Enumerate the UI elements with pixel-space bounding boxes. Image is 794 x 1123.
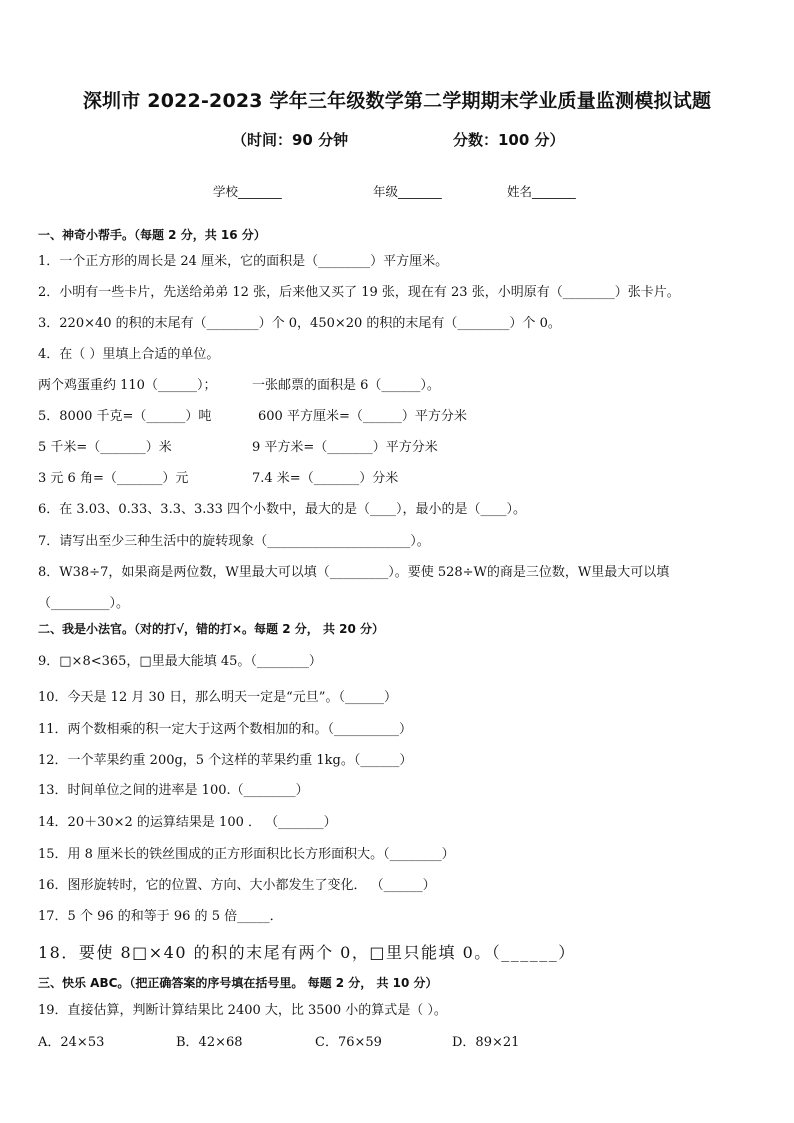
question-4-part-a: 两个鸡蛋重约 110（______）； [38,378,217,393]
question-18: 18．要使 8□×40 的积的末尾有两个 0，□里只能填 0。（______） [38,943,576,962]
name-field: 姓名_______ [507,184,576,199]
question-1: 1．一个正方形的周长是 24 厘米，它的面积是（________）平方厘米。 [38,254,449,269]
question-2: 2．小明有一些卡片，先送给弟弟 12 张，后来他又买了 19 张，现在有 23 张，小明原有（________）张卡片。 [38,285,680,300]
question-9: 9．□×8<365，□里最大能填 45。（________） [38,654,322,669]
option-a: A．24×53 [38,1035,105,1050]
page-title: 深圳市 2022-2023 学年三年级数学第二学期期末学业质量监测模拟试题 [82,90,712,112]
question-4-part-b: 一张邮票的面积是 6（______）。 [252,378,440,393]
question-5-part-d: 9 平方米=（_______）平方分米 [252,440,438,455]
question-19: 19．直接估算，判断计算结果比 2400 大，比 3500 小的算式是（ ）。 [38,1003,447,1018]
question-5-part-c: 5 千米=（_______）米 [38,440,172,455]
question-16: 16．图形旋转时，它的位置、方向、大小都发生了变化． （______） [38,878,436,893]
question-15: 15．用 8 厘米长的铁丝围成的正方形面积比长方形面积大。（________） [38,847,455,862]
option-b: B．42×68 [176,1035,243,1050]
option-c: C．76×59 [315,1035,382,1050]
question-8: 8．W38÷7，如果商是两位数，W里最大可以填（_________）。要使 528÷W的商是三位数，W里最大可以填 [38,565,670,580]
question-12: 12．一个苹果约重 200g，5 个这样的苹果约重 1kg。（______） [38,753,413,768]
question-5-part-e: 3 元 6 角=（_______）元 [38,471,189,486]
question-14: 14．20＋30×2 的运算结果是 100 ． （_______） [38,815,337,830]
school-field: 学校_______ [213,184,282,199]
section-1-heading: 一、神奇小帮手。（每题 2 分，共 16 分） [38,228,266,242]
exam-score: 分数：100 分） [453,131,565,149]
question-4: 4．在（ ）里填上合适的单位。 [38,347,220,362]
question-5-part-a: 5．8000 千克=（______）吨 [38,409,212,424]
section-2-heading: 二、我是小法官。（对的打√，错的打×。每题 2 分， 共 20 分） [38,622,384,636]
question-8-continued: （_________）。 [38,596,130,611]
question-11: 11．两个数相乘的积一定大于这两个数相加的和。（__________） [38,722,413,737]
question-10: 10．今天是 12 月 30 日，那么明天一定是“元旦”。（______） [38,690,397,705]
question-17: 17．5 个 96 的和等于 96 的 5 倍_____． [38,909,283,924]
section-3-heading: 三、快乐 ABC。（把正确答案的序号填在括号里。 每题 2 分， 共 10 分） [38,976,438,990]
option-d: D．89×21 [452,1035,520,1050]
question-6: 6．在 3.03、0.33、3.3、3.33 四个小数中，最大的是（____），最小的是（____）。 [38,502,527,517]
question-3: 3．220×40 的积的末尾有（________）个 0，450×20 的积的末尾有（________）个 0。 [38,316,561,331]
question-5-part-b: 600 平方厘米=（______）平方分米 [258,409,467,424]
grade-field: 年级_______ [373,184,442,199]
question-7: 7．请写出至少三种生活中的旋转现象（______________________）。 [38,534,430,549]
exam-time: （时间：90 分钟 [232,131,349,149]
question-5-part-f: 7.4 米=（_______）分米 [252,471,399,486]
question-13: 13．时间单位之间的进率是 100.（________） [38,783,309,798]
